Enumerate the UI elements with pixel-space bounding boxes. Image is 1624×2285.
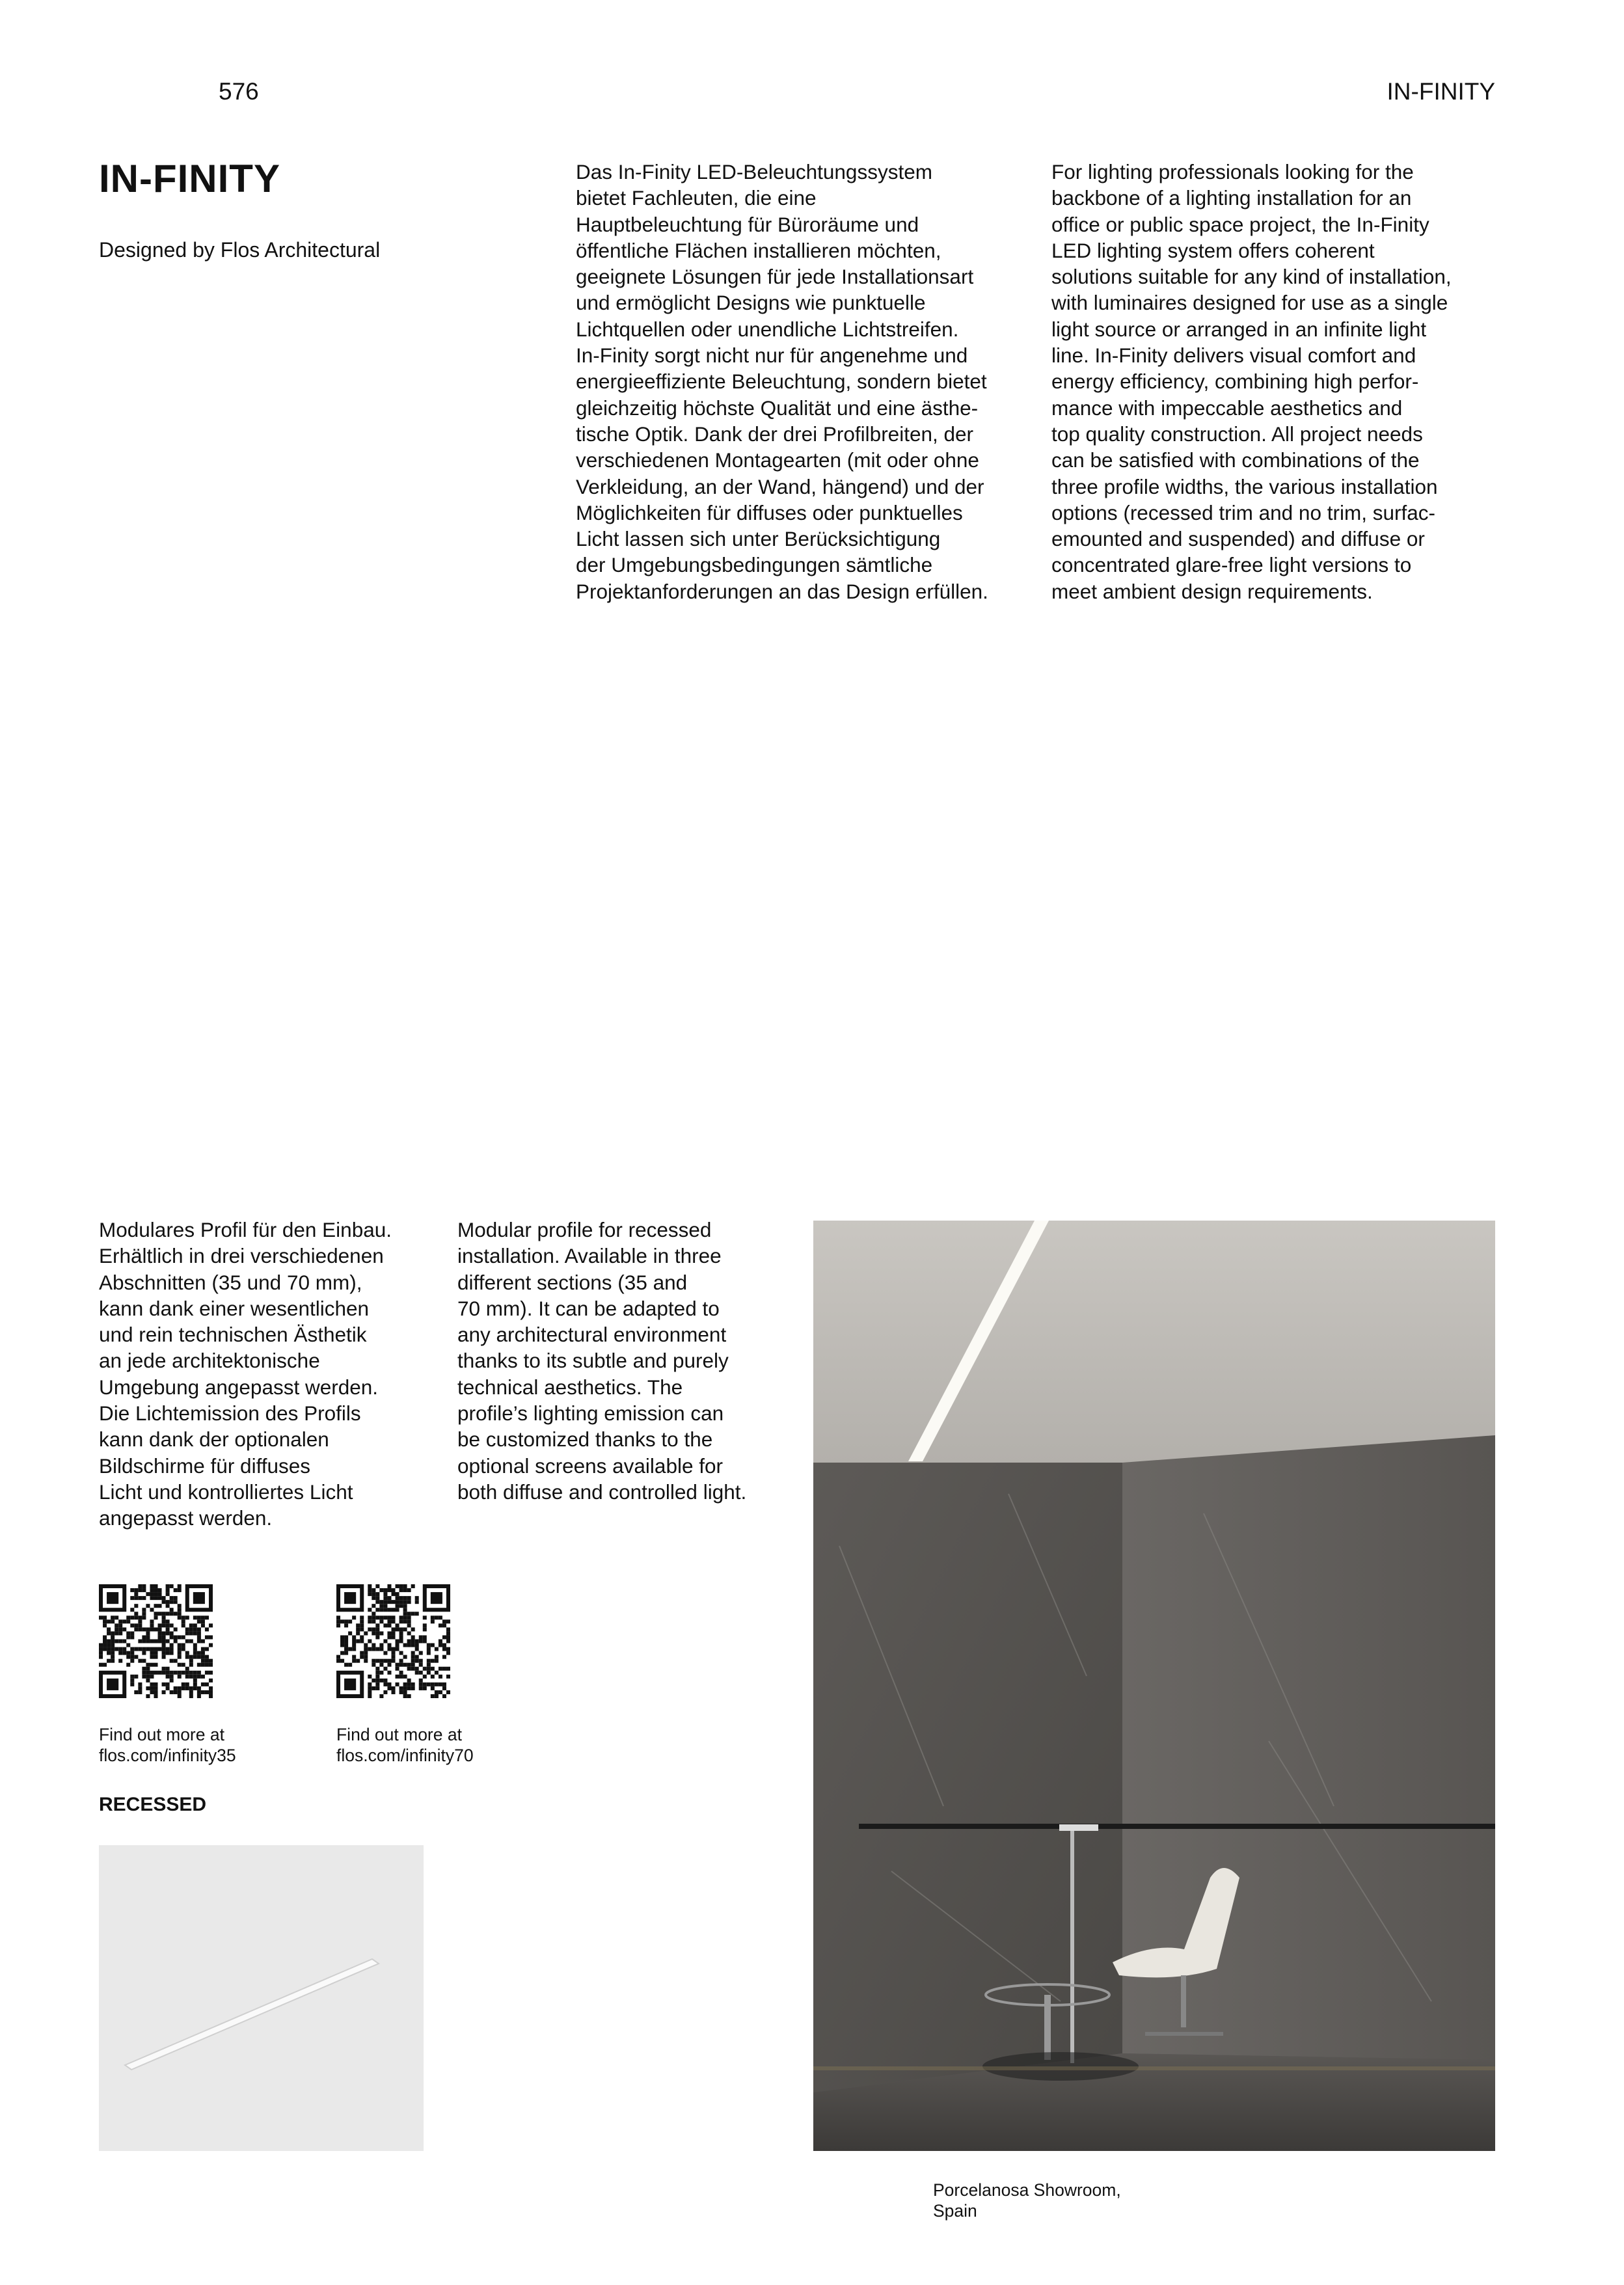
qr-link-infinity70[interactable]: Find out more at flos.com/infinity70 xyxy=(336,1725,474,1765)
showroom-photo xyxy=(813,1221,1495,2151)
qr-link-infinity35[interactable]: Find out more at flos.com/infinity35 xyxy=(99,1725,236,1765)
category-label: RECESSED xyxy=(99,1794,207,1815)
qr-code-infinity35[interactable] xyxy=(99,1584,213,1698)
page-number: 576 xyxy=(219,78,259,105)
product-description-english: Modular profile for recessed installation. Available in three different sections (35 and 70 mm). It can be adapted to any architectural environment thanks to its subtle and purely technical aesthetics. The profile’s lighting emission can be customized thanks to the optional screens available for both diffuse and controlled light. xyxy=(457,1218,747,1504)
page-title: IN-FINITY xyxy=(99,157,280,200)
product-description-german: Modulares Profil für den Einbau. Erhältlich in drei verschiedenen Abschnitten (35 und 70 mm), kann dank einer wesentlichen und rein technischen Ästhetik an jede architektonische Umgebung angepasst werden. Die Lichtemission des Profils kann dank der optionalen Bildschirme für diffuses Licht und kontrolliertes Licht angepasst werden. xyxy=(99,1218,392,1530)
section-title: IN-FINITY xyxy=(1387,78,1495,105)
intro-english: For lighting professionals looking for the backbone of a lighting installation for an office or public space project, the In-Finity LED lighting system offers coherent solutions suitable for any kind of installation, with luminaires designed for use as a single light source or arranged in an infinite light line. In-Finity delivers visual comfort and energy efficiency, combining high perfor- mance with impeccable aesthetics and top quality construction. All project needs can be satisfied with combinations of the three profile widths, the various installation options (recessed trim and no trim, surfac- emounted and suspended) and diffuse or concentrated glare-free light versions to meet ambient design requirements. xyxy=(1051,160,1452,603)
recessed-profile-illustration xyxy=(125,1959,379,2070)
qr-code-infinity70[interactable] xyxy=(336,1584,450,1698)
photo-caption: Porcelanosa Showroom, Spain xyxy=(933,2180,1121,2221)
designer-credit: Designed by Flos Architectural xyxy=(99,238,381,262)
intro-german: Das In-Finity LED-Beleuchtungssystem bietet Fachleuten, die eine Hauptbeleuchtung für Büroräume und öffentliche Flächen installieren möchten, geeignete Lösungen für jede Installationsart und ermöglicht Designs wie punktuelle Lichtquellen oder unendliche Lichtstreifen. In-Finity sorgt nicht nur für angenehme und energieeffiziente Beleuchtung, sondern bietet gleichzeitig höchste Qualität und eine ästhe- tische Optik. Dank der drei Profilbreiten, der verschiedenen Montagearten (mit oder ohne Verkleidung, an der Wand, hängend) und der Möglichkeiten für diffuses oder punktuelles Licht lassen sich unter Berücksichtigung der Umgebungsbedingungen sämtliche Projektanforderungen an das Design erfüllen. xyxy=(576,160,988,603)
recessed-profile-thumbnail xyxy=(99,1845,424,2151)
